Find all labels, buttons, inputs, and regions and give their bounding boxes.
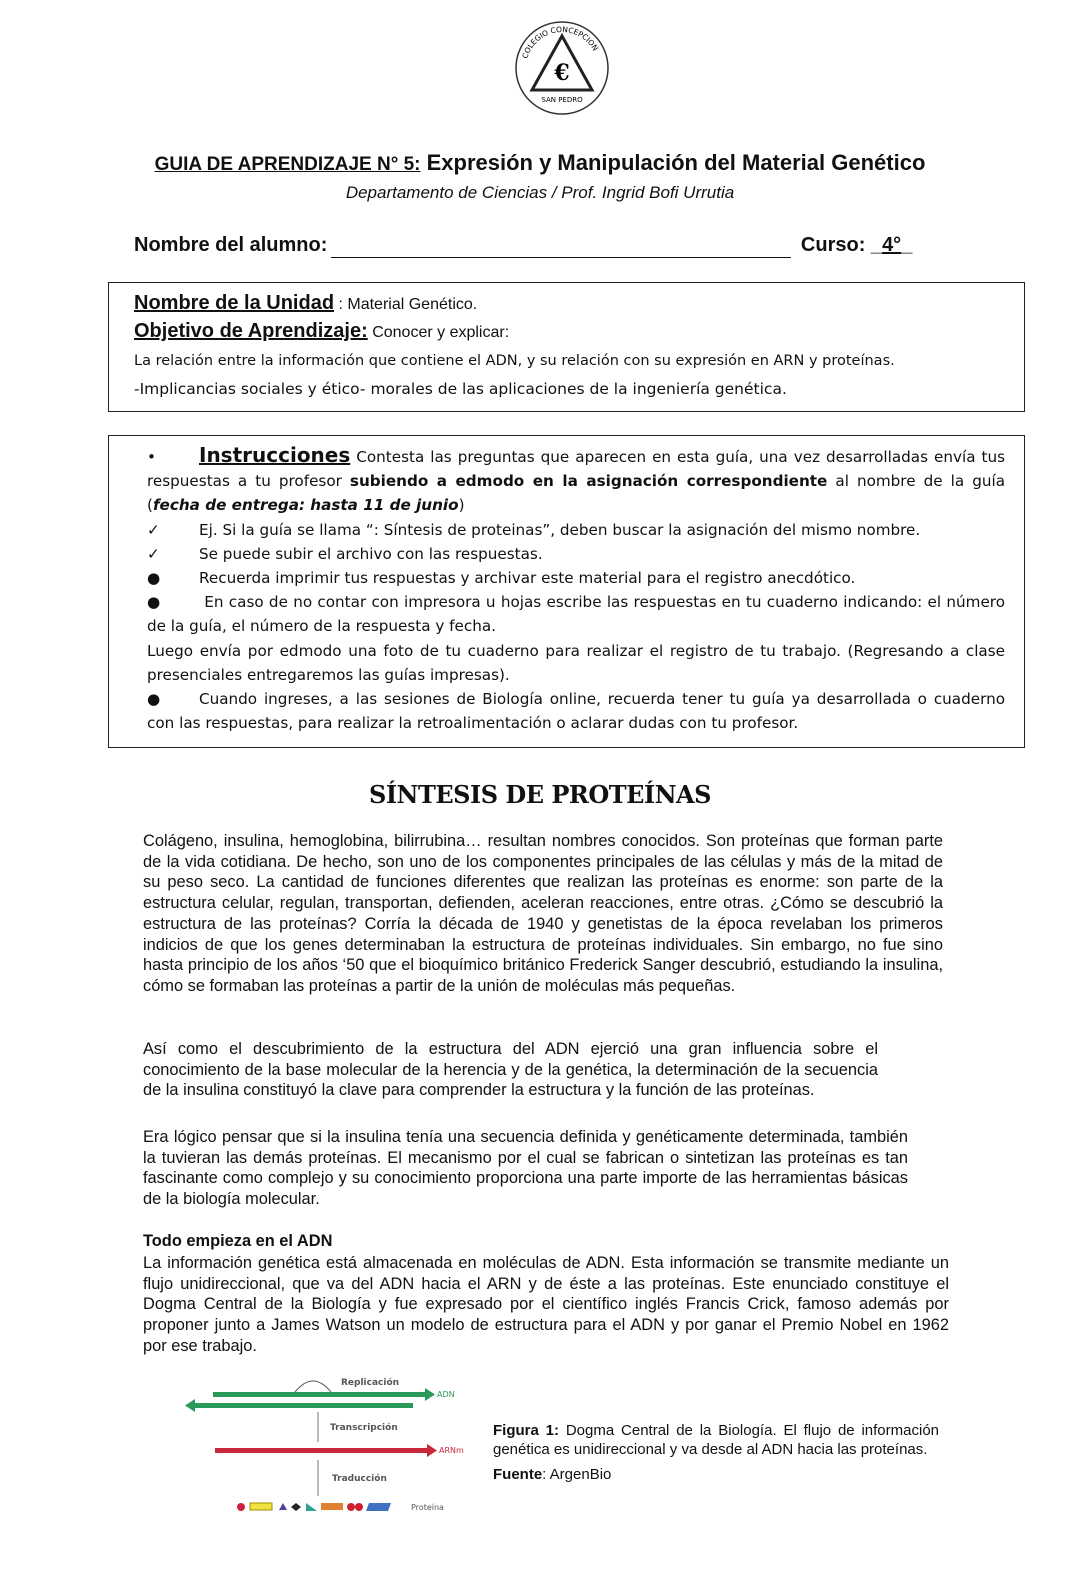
title-main: Expresión y Manipulación del Material Genético [420, 150, 926, 175]
deadline: fecha de entrega: hasta 11 de junio [152, 496, 459, 515]
source-label: Fuente [493, 1466, 543, 1483]
student-row: Nombre del alumno: Curso: _4°_ [134, 234, 913, 256]
mrna-strand [215, 1448, 427, 1453]
item-text: Cuando ingreses, a las sesiones de Biología online, recuerda tener tu guía ya desarrollada o cuaderno con las respuestas, para realizar la retroalimentación o aclarar dudas con tu profesor. [147, 690, 1005, 733]
unit-label: Nombre de la Unidad [134, 292, 335, 314]
instruction-item [147, 518, 1005, 542]
check-icon: ✓ [147, 520, 160, 539]
intro-bold: subiendo a edmodo en la asignación correspondiente [349, 472, 828, 491]
item-text: Luego envía por edmodo una foto de tu cuaderno para realizar el registro de tu trabajo. (Regresando a clase presenciales entregaremos las guías impresas). [147, 641, 1005, 684]
name-label: Nombre del alumno: [134, 234, 328, 256]
instruction-item [147, 590, 1005, 638]
department-line: Departamento de Ciencias / Prof. Ingrid Bofi Urrutia [345, 183, 735, 202]
protein-chain [237, 1503, 391, 1511]
school-logo [512, 18, 612, 118]
instructions-box [108, 435, 1025, 748]
paragraph-1: Colágeno, insulina, hemoglobina, bilirrubina… resultan nombres conocidos. Son proteínas que forman parte de la vida cotidiana. De hecho, son uno de los componentes principales de las células y más de la mitad de su peso seco. La cantidad de funciones diferentes que realizan las proteínas es enorme: son parte de la estructura celular, regulan, transportan, defienden, aceleran reacciones, entre otras. ¿Cómo se descubrió la estructura de las proteínas? Corría la década de 1940 y genetistas de la época revelaban los primeros indicios de que los genes determinaban la estructura de proteínas individuales. Sin embargo, no fue sino hasta principio de los años ‘50 que el bioquímico británico Frederick Sanger descubrió, estudiando la insulina, cómo se formaban las proteínas a partir de la unión de moléculas más pequeñas. [143, 832, 943, 995]
section-heading: SÍNTESIS DE PROTEÍNAS [368, 780, 712, 809]
svg-text:SAN PEDRO: SAN PEDRO [541, 96, 583, 104]
intro-close: ) [458, 496, 465, 515]
objective-label: Objetivo de Aprendizaje: [134, 320, 368, 342]
unit-value: Material Genético. [347, 296, 478, 313]
dna-strand-bottom [195, 1403, 413, 1408]
item-text: Se puede subir el archivo con las respuestas. [199, 544, 543, 563]
instructions-title: Instrucciones [199, 443, 351, 467]
caption-label: Figura 1: [493, 1422, 560, 1439]
objective-line-1: La relación entre la información que contiene el ADN, y su relación con su expresión en ARN y proteínas. [134, 353, 895, 369]
check-icon: ✓ [147, 544, 160, 563]
paragraph-2: Así como el descubrimiento de la estructura del ADN ejerció una gran influencia sobre el conocimiento de la base molecular de la herencia y de la genética, la determinación de la secuencia de la insulina constituyó la clave para comprender la estructura y la función de las proteínas. [143, 1040, 878, 1100]
figure-caption [493, 1421, 939, 1484]
source-text: : ArgenBio [542, 1466, 612, 1483]
bullet-icon: ● [147, 593, 161, 612]
course-value: 4° [882, 234, 902, 256]
dna-label: ADN [437, 1390, 455, 1399]
objective-line-2: -Implicancias sociales y ético- morales de las aplicaciones de la ingeniería genética. [134, 380, 787, 398]
dna-strand-top [213, 1392, 425, 1397]
svg-text:COLEGIO CONCEPCION: COLEGIO CONCEPCION [520, 24, 601, 60]
bullet-icon: ● [147, 569, 161, 588]
replication-label: Replicación [341, 1378, 400, 1388]
mrna-label: ARNm [439, 1446, 464, 1455]
caption-text: Dogma Central de la Biología. El flujo de información genética es unidireccional y va desde al ADN hacia las proteínas. [493, 1422, 940, 1458]
page-title [0, 150, 1080, 176]
instruction-item [147, 639, 1005, 687]
replication-arc [295, 1381, 331, 1392]
instruction-item [147, 566, 1005, 590]
objective-value: Conocer y explicar: [372, 324, 510, 341]
protein-label: Proteína [411, 1503, 444, 1512]
name-field[interactable] [331, 234, 791, 258]
translation-label: Traducción [332, 1474, 387, 1484]
instruction-item [147, 687, 1005, 735]
paragraph-3: Era lógico pensar que si la insulina tenía una secuencia definida y genéticamente determinada, también la tuvieran las demás proteínas. El mecanismo por el cual se fabrican o sintetizan las proteínas es tan fascinante como complejo y su conocimiento proporciona una parte importe de las herramientas básicas de la biología molecular. [143, 1128, 908, 1209]
central-dogma-diagram [165, 1370, 475, 1520]
title-prefix: GUIA DE APRENDIZAJE N° 5: [154, 154, 421, 175]
transcription-label: Transcripción [330, 1423, 398, 1433]
svg-text:€: € [554, 60, 570, 86]
intro-text-2: al nombre de la guía ( [147, 472, 1005, 515]
intro-text: Contesta las preguntas que aparecen en esta guía, una vez desarrolladas envía tus respuestas a tu profesor [147, 448, 1005, 491]
subheading: Todo empieza en el ADN [143, 1232, 333, 1250]
bullet-icon: ● [147, 690, 161, 709]
item-text: Recuerda imprimir tus respuestas y archivar este material para el registro anecdótico. [199, 569, 856, 588]
item-text: En caso de no contar con impresora u hojas escribe las respuestas en tu cuaderno indicando: el número de la guía, el número de la respuesta y fecha. [147, 593, 1005, 636]
instruction-item [147, 542, 1005, 566]
paragraph-4: La información genética está almacenada en moléculas de ADN. Esta información se transmite mediante un flujo unidireccional, que va del ADN hacia el ARN y de éste a las proteínas. Este enunciado constituye el Dogma Central de la Biología y fue expresado por el científico inglés Francis Crick, famoso además por proponer junto a James Watson un modelo de estructura para el ADN y por ganar el Premio Nobel en 1962 por ese trabajo. [143, 1254, 949, 1355]
item-text: Ej. Si la guía se llama “: Síntesis de proteinas”, deben buscar la asignación del mismo nombre. [199, 520, 921, 539]
instructions-intro: • Instrucciones Contesta las preguntas que aparecen en esta guía, una vez desarrolladas envía tus respuestas a tu profesor subiendo a edmodo en la asignación correspondiente al nombre de la guía (fecha de entrega: hasta 11 de junio) [147, 443, 1005, 515]
unit-box: Nombre de la Unidad : Material Genético. Objetivo de Aprendizaje: Conocer y explicar: La relación entre la información que contiene el ADN, y su relación con su expresión en ARN y proteínas. -Implicancias sociales y ético- morales de las aplicaciones de la ingeniería genética. [108, 282, 1025, 412]
course-label: Curso: [800, 234, 866, 256]
